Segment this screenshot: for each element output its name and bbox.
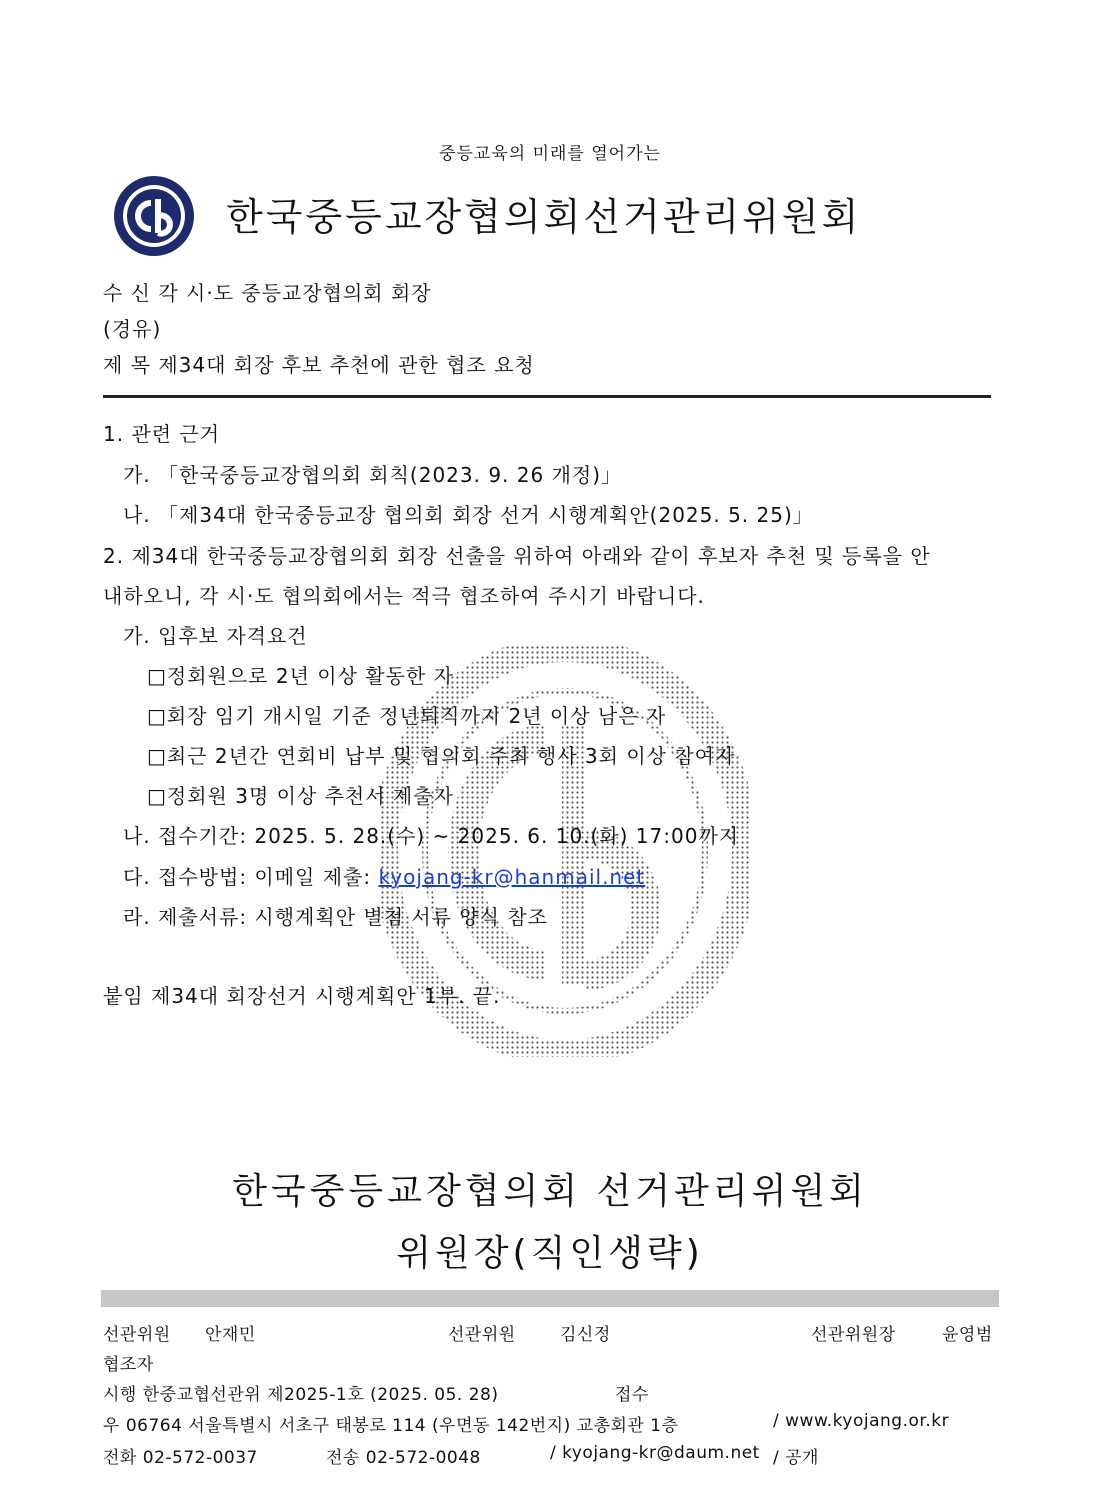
requirement-3: □최근 2년간 연회비 납부 및 협의회 주최 행사 3회 이상 참여자 [147,744,736,768]
requirement-1: □정회원으로 2년 이상 활동한 자 [147,664,454,688]
footer-separator-bar [101,1290,999,1307]
receipt-label: 접수 [615,1385,649,1405]
member-3-name: 윤영범 [942,1325,993,1345]
attachment-line: 붙임 제34대 회장선거 시행계획안 1부. 끝. [103,984,501,1008]
signature-title: 위원장(직인생략) [396,1233,704,1274]
footer-email-link[interactable]: / kyojang-kr@daum.net [550,1443,760,1463]
section-2-item-a: 가. 입후보 자격요건 [123,624,308,648]
member-2-name: 김신정 [560,1325,611,1345]
section-1-heading: 1. 관련 근거 [103,422,221,446]
signature-organization: 한국중등교장협의회 선거관리위원회 [232,1171,868,1212]
organization-title: 한국중등교장협의회선거관리위원회 [226,195,862,239]
member-3-role: 선관위원장 [811,1325,896,1345]
submission-email-link[interactable]: kyojang-kr@hanmail.net [378,865,646,889]
section-2-paragraph-line2: 내하오니, 각 시·도 협의회에서는 적극 협조하여 주시기 바랍니다. [103,584,705,608]
divider [103,395,991,398]
requirement-4: □정회원 3명 이상 추천서 제출자 [147,784,454,808]
submission-method-label: 다. 접수방법: 이메일 제출: [123,865,379,889]
section-2-item-d: 라. 제출서류: 시행계획안 별첨 서류 양식 참조 [123,905,548,929]
cooperator-label: 협조자 [103,1355,154,1375]
requirement-2: □회장 임기 개시일 기준 정년퇴직까지 2년 이상 남은 자 [147,704,667,728]
section-2-item-b: 나. 접수기간: 2025. 5. 28.(수) ~ 2025. 6. 10.(화) 17:00까지 [123,824,740,848]
member-2-role: 선관위원 [448,1325,516,1345]
disclosure-status: / 공개 [773,1448,819,1468]
via-line: (경유) [103,317,162,341]
recipient-line: 수 신 각 시·도 중등교장협의회 회장 [103,281,432,305]
member-1-role: 선관위원 [103,1325,171,1345]
website-link[interactable]: / www.kyojang.or.kr [773,1411,950,1431]
section-1-item-b: 나. 「제34대 한국중등교장 협의회 회장 선거 시행계획안(2025. 5. 25)」 [123,503,814,527]
enforcement-line: 시행 한중교협선관위 제2025-1호 (2025. 05. 28) [103,1385,499,1405]
subject-line: 제 목 제34대 회장 후보 추천에 관한 협조 요청 [103,353,535,377]
phone-number: 전화 02-572-0037 [103,1448,258,1468]
address-line: 우 06764 서울특별시 서초구 태봉로 114 (우면동 142번지) 교총회관 1층 [103,1416,679,1436]
organization-logo [113,175,195,257]
fax-number: 전송 02-572-0048 [326,1448,481,1468]
section-2-item-c [123,861,645,890]
section-2-paragraph-line1: 2. 제34대 한국중등교장협의회 회장 선출을 위하여 아래와 같이 후보자 추천 및 등록을 안 [103,544,931,568]
member-1-name: 안재민 [205,1325,256,1345]
slogan: 중등교육의 미래를 열어가는 [439,144,661,164]
section-1-item-a: 가. 「한국중등교장협의회 회칙(2023. 9. 26 개정)」 [123,463,623,487]
